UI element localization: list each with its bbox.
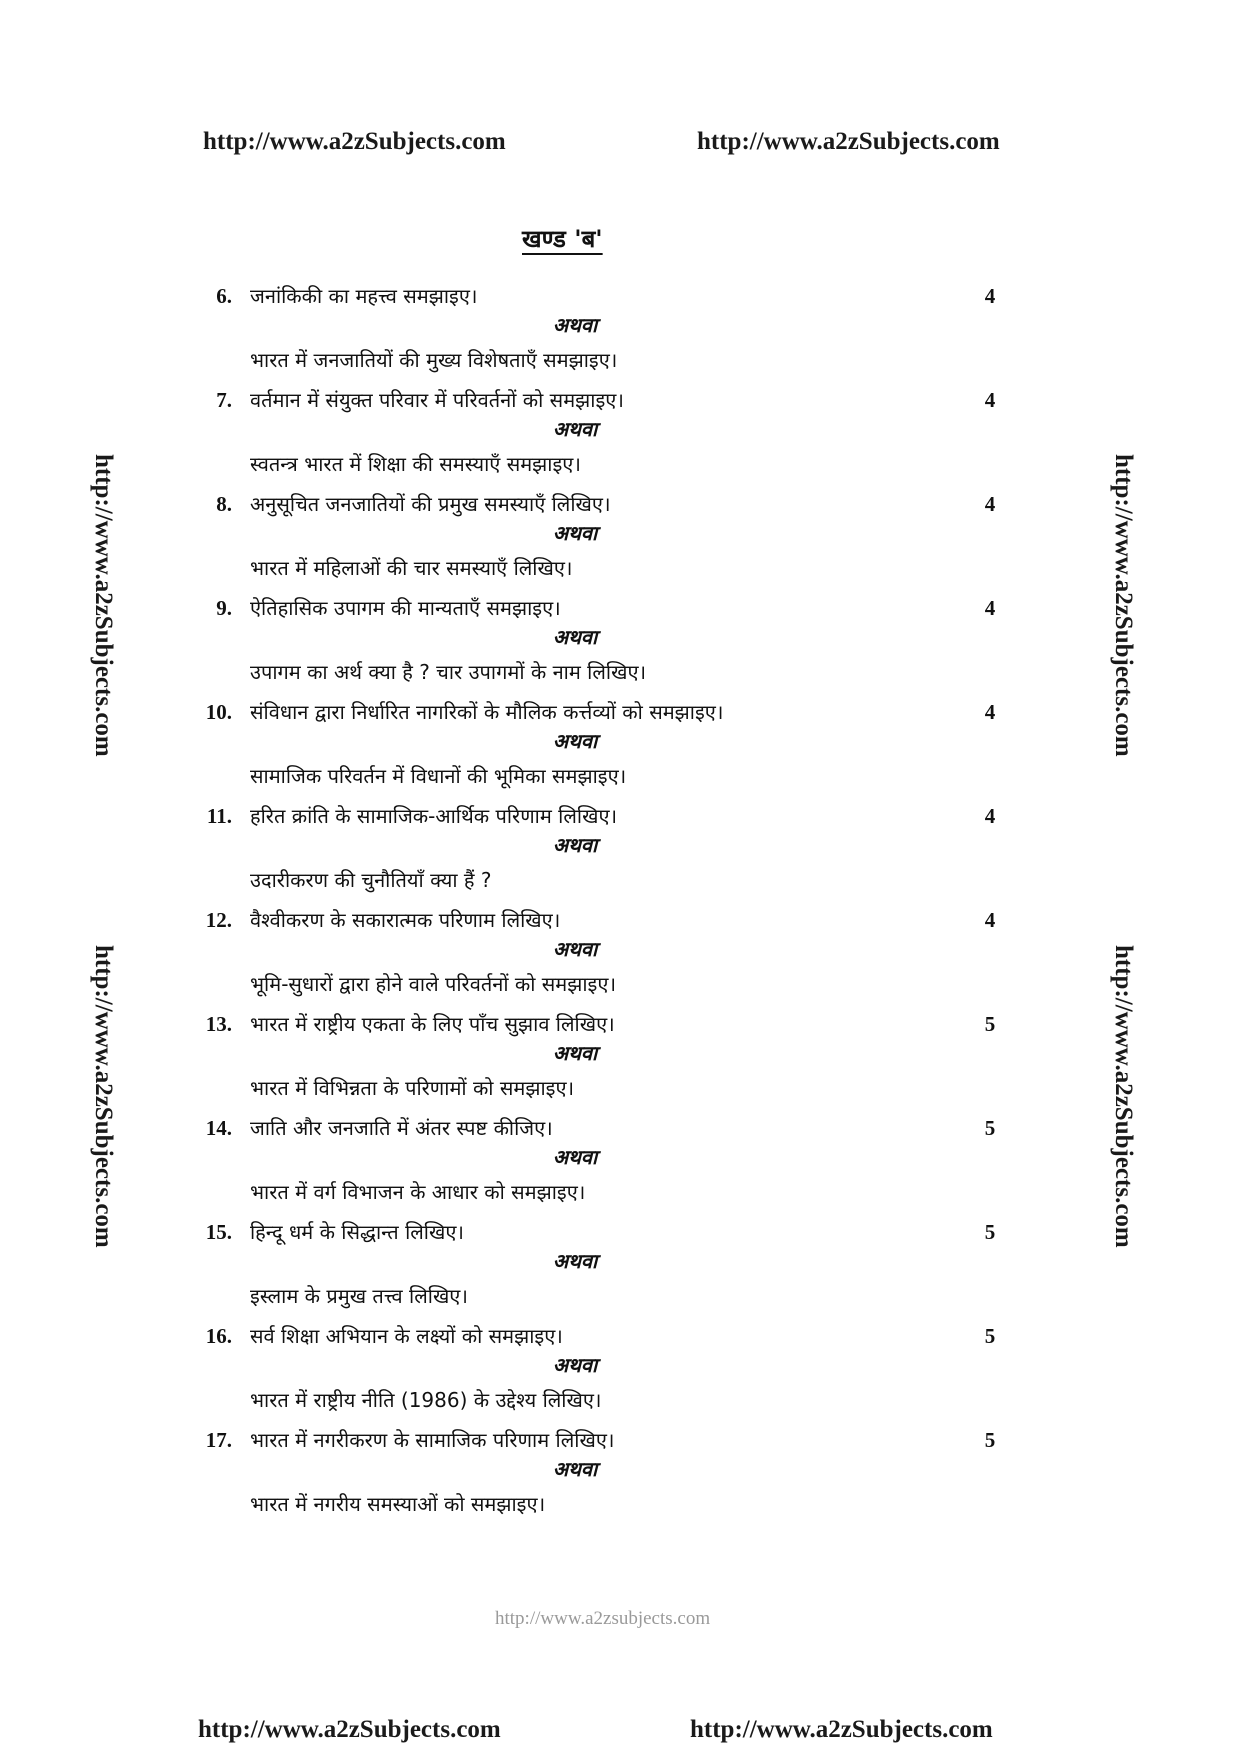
- footer-url-left[interactable]: http://www.a2zSubjects.com: [198, 1716, 501, 1743]
- question-number: 15.: [205, 1220, 232, 1244]
- question-marks: 4: [984, 908, 996, 932]
- question-marks: 5: [984, 1428, 996, 1452]
- question-number: 16.: [205, 1324, 232, 1348]
- header-url-left[interactable]: http://www.a2zSubjects.com: [203, 128, 506, 155]
- alternative-question-text: भारत में वर्ग विभाजन के आधार को समझाइए।: [250, 1180, 586, 1204]
- or-separator: अथवा: [552, 313, 598, 337]
- alternative-question-text: सामाजिक परिवर्तन में विधानों की भूमिका समझाइए।: [250, 764, 627, 788]
- or-separator: अथवा: [552, 1041, 598, 1065]
- question-marks: 4: [984, 596, 996, 620]
- question-marks: 4: [984, 388, 996, 412]
- question-marks: 5: [984, 1116, 996, 1140]
- question-number: 17.: [205, 1428, 232, 1452]
- footer-url-right[interactable]: http://www.a2zSubjects.com: [690, 1716, 993, 1743]
- or-separator: अथवा: [552, 1145, 598, 1169]
- question-number: 10.: [205, 700, 232, 724]
- question-text: सर्व शिक्षा अभियान के लक्ष्यों को समझाइए।: [250, 1324, 563, 1348]
- question-10: [0, 697, 1241, 801]
- question-text: अनुसूचित जनजातियों की प्रमुख समस्याएँ लिखिए।: [250, 492, 611, 516]
- or-separator: अथवा: [552, 625, 598, 649]
- question-15: [0, 1217, 1241, 1321]
- alternative-question-text: उदारीकरण की चुनौतियाँ क्या हैं ?: [250, 868, 492, 892]
- side-url-left-lower[interactable]: http://www.a2zSubjects.com: [90, 945, 117, 1248]
- question-8: [0, 489, 1241, 593]
- or-separator: अथवा: [552, 521, 598, 545]
- or-separator: अथवा: [552, 729, 598, 753]
- alternative-question-text: भारत में राष्ट्रीय नीति (1986) के उद्देश्य लिखिए।: [250, 1388, 602, 1412]
- side-url-right-lower[interactable]: http://www.a2zSubjects.com: [1110, 945, 1137, 1248]
- question-list: [0, 281, 1241, 1529]
- or-separator: अथवा: [552, 833, 598, 857]
- question-marks: 5: [984, 1012, 996, 1036]
- question-marks: 5: [984, 1324, 996, 1348]
- question-marks: 5: [984, 1220, 996, 1244]
- alternative-question-text: भारत में जनजातियों की मुख्य विशेषताएँ समझाइए।: [250, 348, 618, 372]
- question-number: 7.: [216, 388, 232, 412]
- question-6: [0, 281, 1241, 385]
- alternative-question-text: इस्लाम के प्रमुख तत्त्व लिखिए।: [250, 1284, 468, 1308]
- question-text: वैश्वीकरण के सकारात्मक परिणाम लिखिए।: [250, 908, 561, 932]
- question-text: भारत में राष्ट्रीय एकता के लिए पाँच सुझाव लिखिए।: [250, 1012, 615, 1036]
- header-url-right[interactable]: http://www.a2zSubjects.com: [697, 128, 1000, 155]
- question-12: [0, 905, 1241, 1009]
- section-title: खण्ड 'ब': [522, 225, 603, 253]
- question-marks: 4: [984, 492, 996, 516]
- question-number: 12.: [205, 908, 232, 932]
- question-number: 9.: [216, 596, 232, 620]
- question-7: [0, 385, 1241, 489]
- question-number: 8.: [216, 492, 232, 516]
- or-separator: अथवा: [552, 417, 598, 441]
- alternative-question-text: उपागम का अर्थ क्या है ? चार उपागमों के नाम लिखिए।: [250, 660, 647, 684]
- side-url-left-upper[interactable]: http://www.a2zSubjects.com: [90, 454, 117, 757]
- question-text: ऐतिहासिक उपागम की मान्यताएँ समझाइए।: [250, 596, 561, 620]
- question-16: [0, 1321, 1241, 1425]
- question-text: हिन्दू धर्म के सिद्धान्त लिखिए।: [250, 1220, 464, 1244]
- alternative-question-text: भूमि-सुधारों द्वारा होने वाले परिवर्तनों को समझाइए।: [250, 972, 617, 996]
- question-14: [0, 1113, 1241, 1217]
- question-13: [0, 1009, 1241, 1113]
- question-17: [0, 1425, 1241, 1529]
- or-separator: अथवा: [552, 1249, 598, 1273]
- question-marks: 4: [984, 284, 996, 308]
- question-number: 6.: [216, 284, 232, 308]
- or-separator: अथवा: [552, 1457, 598, 1481]
- question-marks: 4: [984, 700, 996, 724]
- alternative-question-text: भारत में विभिन्नता के परिणामों को समझाइए।: [250, 1076, 575, 1100]
- question-text: भारत में नगरीकरण के सामाजिक परिणाम लिखिए।: [250, 1428, 615, 1452]
- alternative-question-text: भारत में नगरीय समस्याओं को समझाइए।: [250, 1492, 546, 1516]
- question-text: हरित क्रांति के सामाजिक-आर्थिक परिणाम लिखिए।: [250, 804, 618, 828]
- question-number: 13.: [205, 1012, 232, 1036]
- question-11: [0, 801, 1241, 905]
- question-number: 11.: [206, 804, 232, 828]
- question-marks: 4: [984, 804, 996, 828]
- question-number: 14.: [205, 1116, 232, 1140]
- or-separator: अथवा: [552, 1353, 598, 1377]
- question-text: संविधान द्वारा निर्धारित नागरिकों के मौलिक कर्त्तव्यों को समझाइए।: [250, 700, 724, 724]
- alternative-question-text: स्वतन्त्र भारत में शिक्षा की समस्याएँ समझाइए।: [250, 452, 581, 476]
- question-text: जाति और जनजाति में अंतर स्पष्ट कीजिए।: [250, 1116, 553, 1140]
- side-url-right-upper[interactable]: http://www.a2zSubjects.com: [1110, 454, 1137, 757]
- alternative-question-text: भारत में महिलाओं की चार समस्याएँ लिखिए।: [250, 556, 573, 580]
- question-text: वर्तमान में संयुक्त परिवार में परिवर्तनों को समझाइए।: [250, 388, 624, 412]
- question-text: जनांकिकी का महत्त्व समझाइए।: [250, 284, 478, 308]
- question-9: [0, 593, 1241, 697]
- footer-watermark-url[interactable]: http://www.a2zsubjects.com: [495, 1608, 711, 1629]
- or-separator: अथवा: [552, 937, 598, 961]
